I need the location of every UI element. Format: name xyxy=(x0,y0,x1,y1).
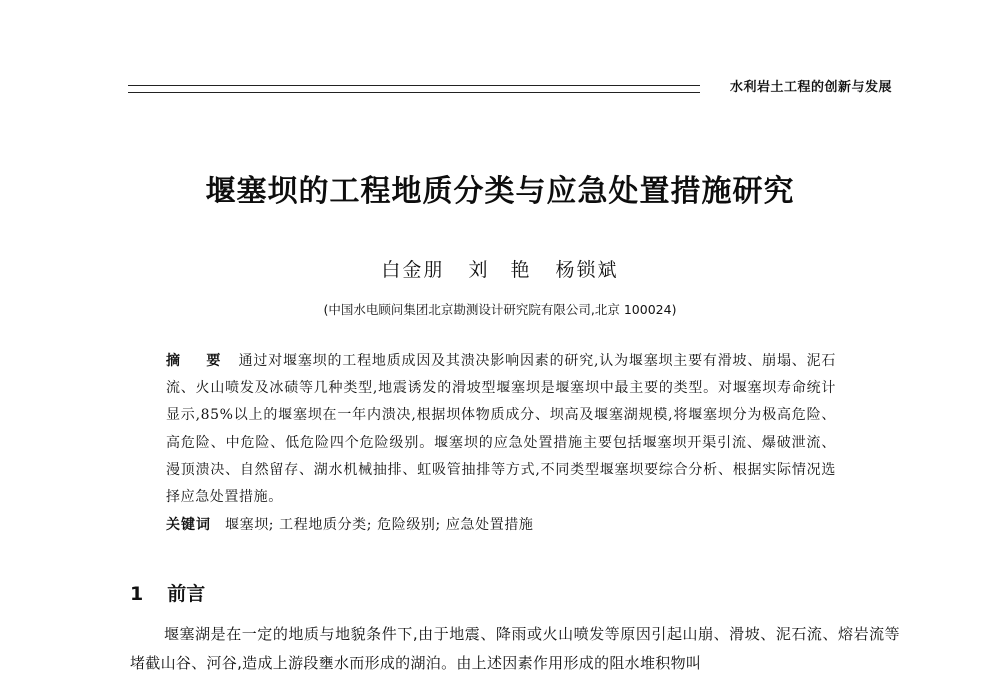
abstract xyxy=(166,348,836,511)
keywords-label: 关键词 xyxy=(166,517,211,533)
abstract-text: 通过对堰塞坝的工程地质成因及其溃决影响因素的研究,认为堰塞坝主要有滑坡、崩塌、泥石流、火山喷发及冰碛等几种类型,地震诱发的滑坡型堰塞坝是堰塞坝中最主要的类型。对堰塞坝寿命统计显示,85%以上的堰塞坝在一年内溃决,根据坝体物质成分、坝高及堰塞湖规模,将堰塞坝分为极高危险、高危险、中危险、低危险四个危险级别。堰塞坝的应急处置措施主要包括堰塞坝开渠引流、爆破泄流、漫顶溃决、自然留存、湖水机械抽排、虹吸管抽排等方式,不同类型堰塞坝要综合分析、根据实际情况选择应急处置措施。 xyxy=(166,353,836,506)
keywords-text: 堰塞坝; 工程地质分类; 危险级别; 应急处置措施 xyxy=(225,517,534,533)
section-heading xyxy=(130,580,205,608)
abstract-label: 摘 要 xyxy=(166,353,227,369)
keywords xyxy=(166,512,836,539)
author-list xyxy=(0,256,1000,284)
running-header xyxy=(128,78,896,100)
author-affiliation: (中国水电顾问集团北京勘测设计研究院有限公司,北京 100024) xyxy=(323,302,677,317)
author-name: 白金朋 xyxy=(381,259,445,281)
section-title: 前言 xyxy=(167,583,206,605)
section-number: 1 xyxy=(130,583,144,605)
body-paragraph: 堰塞湖是在一定的地质与地貌条件下,由于地震、降雨或火山喷发等原因引起山崩、滑坡、泥石流、熔岩流等堵截山谷、河谷,造成上游段壅水而形成的湖泊。由上述因素作用形成的阻水堆积物叫 xyxy=(130,625,900,672)
paper-title: 堰塞坝的工程地质分类与应急处置措施研究 xyxy=(205,174,795,209)
journal-section-label: 水利岩土工程的创新与发展 xyxy=(729,80,892,95)
author-name: 刘 艳 xyxy=(468,259,532,281)
author-name: 杨锁斌 xyxy=(555,259,619,281)
header-double-rule xyxy=(128,85,700,93)
